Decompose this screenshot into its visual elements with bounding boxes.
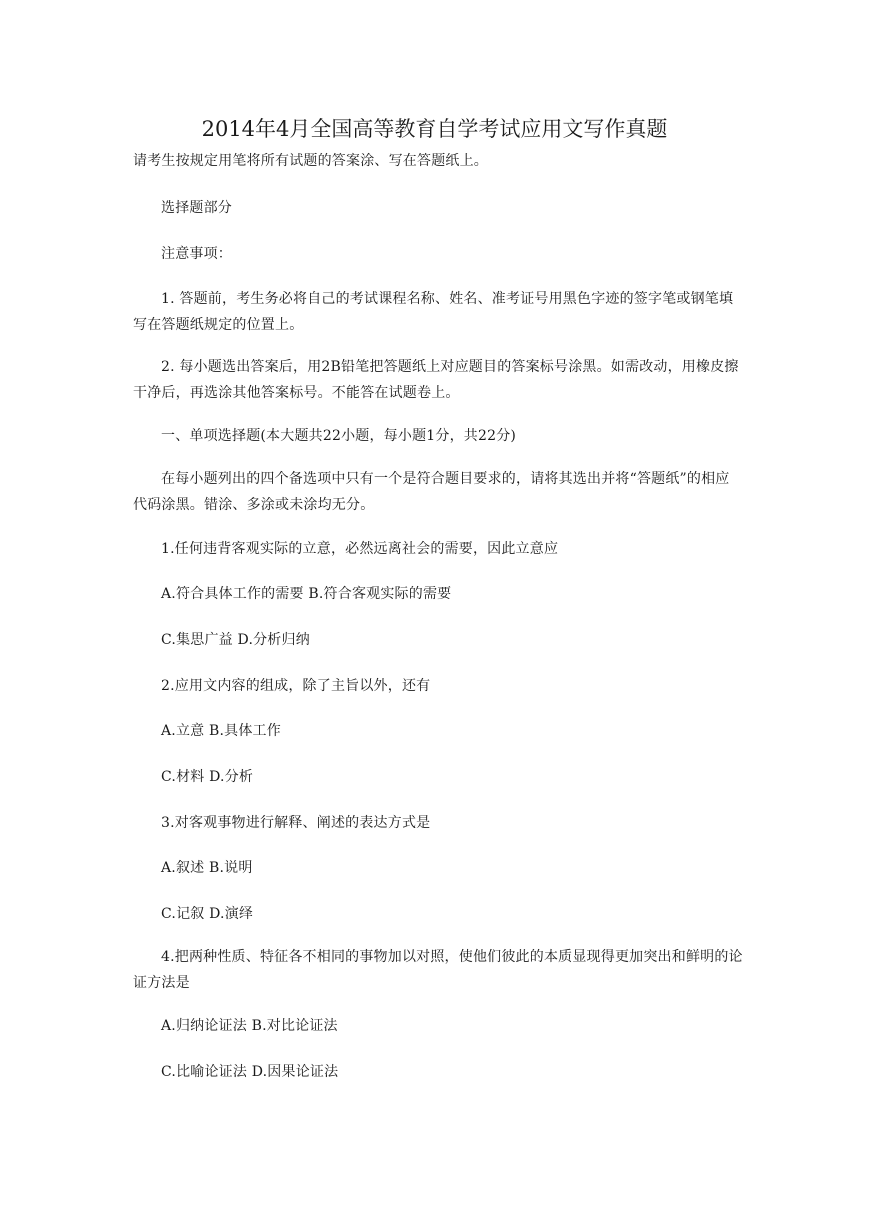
notice-label: 注意事项： bbox=[161, 246, 232, 262]
question-stem: 1.任何违背客观实际的立意，必然远离社会的需要，因此立意应 bbox=[161, 541, 559, 557]
intro-text: 请考生按规定用笔将所有试题的答案涂、写在答题纸上。 bbox=[133, 153, 488, 169]
section-label: 选择题部分 bbox=[161, 200, 232, 216]
question-options: C.集思广益 D.分析归纳 bbox=[161, 632, 310, 648]
question-options: A.符合具体工作的需要 B.符合客观实际的需要 bbox=[161, 586, 452, 602]
question-options: C.材料 D.分析 bbox=[161, 769, 254, 785]
question-stem: 4.把两种性质、特征各不相同的事物加以对照，使他们彼此的本质显现得更加突出和鲜明的论证方法是 bbox=[133, 949, 743, 991]
notice-item-1: 1. 答题前，考生务必将自己的考试课程名称、姓名、准考证号用黑色字迹的签字笔或钢笔填写在答题纸规定的位置上。 bbox=[133, 291, 734, 333]
question-stem: 2.应用文内容的组成，除了主旨以外，还有 bbox=[161, 678, 431, 694]
question-options: C.记叙 D.演绎 bbox=[161, 906, 254, 922]
question-options: C.比喻论证法 D.因果论证法 bbox=[161, 1064, 339, 1080]
part-instruction: 在每小题列出的四个备选项中只有一个是符合题目要求的，请将其选出并将“答题纸”的相应代码涂黑。错涂、多涂或未涂均无分。 bbox=[133, 471, 730, 513]
question-stem: 3.对客观事物进行解释、阐述的表达方式是 bbox=[161, 815, 431, 831]
notice-item-2: 2. 每小题选出答案后，用2B铅笔把答题纸上对应题目的答案标号涂黑。如需改动，用橡皮擦干净后，再选涂其他答案标号。不能答在试题卷上。 bbox=[133, 359, 739, 401]
page-title: 2014年4月全国高等教育自学考试应用文写作真题 bbox=[201, 117, 668, 141]
part-heading: 一、单项选择题(本大题共22小题，每小题1分，共22分) bbox=[161, 428, 517, 444]
question-options: A.叙述 B.说明 bbox=[161, 860, 253, 876]
question-options: A.归纳论证法 B.对比论证法 bbox=[161, 1018, 338, 1034]
question-options: A.立意 B.具体工作 bbox=[161, 723, 281, 739]
